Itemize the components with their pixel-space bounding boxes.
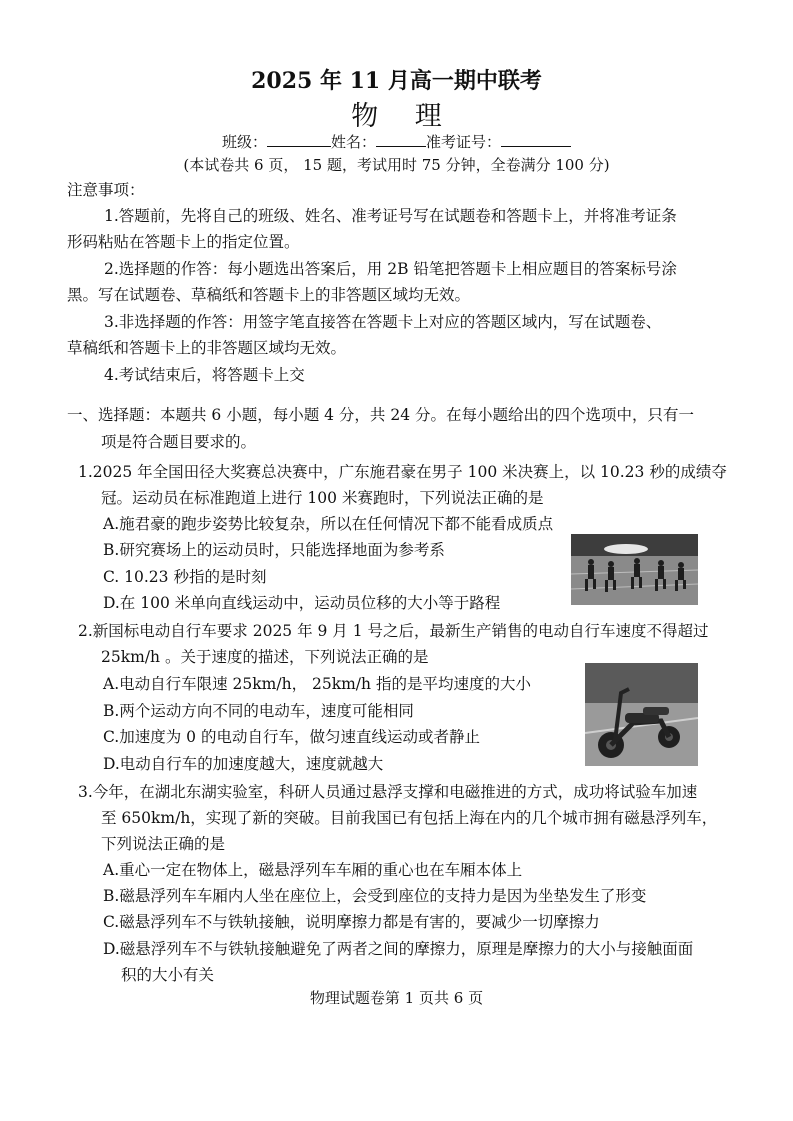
- q3-option-a: A.重心一定在物体上，磁悬浮列车车厢的重心也在车厢本体上: [103, 861, 523, 879]
- candidate-info-line: [0, 131, 793, 152]
- notice-title: 注意事项：: [67, 181, 145, 199]
- section-1-heading-line-1: 一、选择题：本题共 6 小题，每小题 4 分，共 24 分。在每小题给出的四个选项中，只有一: [67, 406, 695, 424]
- q2-option-b: B.两个运动方向不同的电动车，速度可能相同: [103, 702, 414, 720]
- q2-option-d: D.电动自行车的加速度越大，速度就越大: [103, 755, 384, 773]
- q3-option-b: B.磁悬浮列车车厢内人坐在座位上，会受到座位的支持力是因为坐垫发生了形变: [103, 887, 647, 905]
- exam-summary: (本试卷共 6 页， 15 题，考试用时 75 分钟，全卷满分 100 分): [183, 156, 610, 174]
- q2-stem-line-1: 2.新国标电动自行车要求 2025 年 9 月 1 号之后，最新生产销售的电动自行车速度不得超过: [78, 622, 709, 640]
- q3-option-c: C.磁悬浮列车不与铁轨接触，说明摩擦力都是有害的，要减少一切摩擦力: [103, 913, 600, 931]
- q1-stem-line-2: 冠。运动员在标准跑道上进行 100 米赛跑时，下列说法正确的是: [101, 489, 544, 507]
- notice-item-2-line-1: 2.选择题的作答：每小题选出答案后，用 2B 铅笔把答题卡上相应题目的答案标号涂: [104, 260, 677, 278]
- notice-item-1-line-2: 形码粘贴在答题卡上的指定位置。: [67, 233, 300, 251]
- notice-item-3-line-2: 草稿纸和答题卡上的非答题区域均无效。: [67, 339, 347, 357]
- electric-bicycle-illustration: [585, 663, 698, 766]
- q1-option-a: A.施君豪的跑步姿势比较复杂，所以在任何情况下都不能看成质点: [103, 515, 554, 533]
- q1-option-b: B.研究赛场上的运动员时，只能选择地面为参考系: [103, 541, 445, 559]
- q3-stem-line-1: 3.今年，在湖北东湖实验室，科研人员通过悬浮支撑和电磁推进的方式，成功将试验车加速: [78, 783, 698, 801]
- id-label: 准考证号：: [426, 133, 502, 151]
- subject-title: 物 理: [351, 101, 456, 132]
- q3-stem-line-3: 下列说法正确的是: [101, 835, 226, 853]
- notice-item-2-line-2: 黑。写在试题卷、草稿纸和答题卡上的非答题区域均无效。: [67, 286, 471, 304]
- notice-item-3-line-1: 3.非选择题的作答：用签字笔直接答在答题卡上对应的答题区域内，写在试题卷、: [104, 313, 662, 331]
- name-label: 姓名：: [330, 133, 376, 151]
- q2-stem-line-2: 25km/h 。关于速度的描述，下列说法正确的是: [101, 648, 429, 666]
- exam-title: 2025 年 11 月高一期中联考: [251, 68, 542, 94]
- q1-option-c: C. 10.23 秒指的是时刻: [103, 568, 267, 586]
- q3-stem-line-2: 至 650km/h，实现了新的突破。目前我国已有包括上海在内的几个城市拥有磁悬浮列车，: [101, 809, 718, 827]
- name-blank: [376, 132, 426, 147]
- section-1-heading-line-2: 项是符合题目要求的。: [101, 433, 257, 451]
- page-footer: 物理试题卷第 1 页共 6 页: [309, 989, 484, 1007]
- q1-stem-line-1: 1.2025 年全国田径大奖赛总决赛中，广东施君豪在男子 100 米决赛上，以 10.23 秒的成绩夺: [78, 463, 727, 481]
- class-label: 班级：: [221, 133, 267, 151]
- electric-bicycle-photo: [585, 663, 698, 766]
- q3-option-d-line-1: D.磁悬浮列车不与铁轨接触避免了两者之间的摩擦力，原理是摩擦力的大小与接触面面: [103, 940, 694, 958]
- sprinters-photo: [571, 534, 698, 605]
- q2-option-c: C.加速度为 0 的电动自行车，做匀速直线运动或者静止: [103, 728, 480, 746]
- class-blank: [267, 132, 331, 147]
- q1-option-d: D.在 100 米单向直线运动中，运动员位移的大小等于路程: [103, 594, 501, 612]
- notice-item-1-line-1: 1.答题前，先将自己的班级、姓名、准考证号写在试题卷和答题卡上，并将准考证条: [104, 207, 677, 225]
- q2-option-a: A.电动自行车限速 25km/h， 25km/h 指的是平均速度的大小: [103, 675, 531, 693]
- sprinters-illustration: [571, 534, 698, 605]
- notice-item-4: 4.考试结束后，将答题卡上交: [104, 366, 305, 384]
- id-blank: [501, 132, 571, 147]
- q3-option-d-line-2: 积的大小有关: [121, 966, 215, 984]
